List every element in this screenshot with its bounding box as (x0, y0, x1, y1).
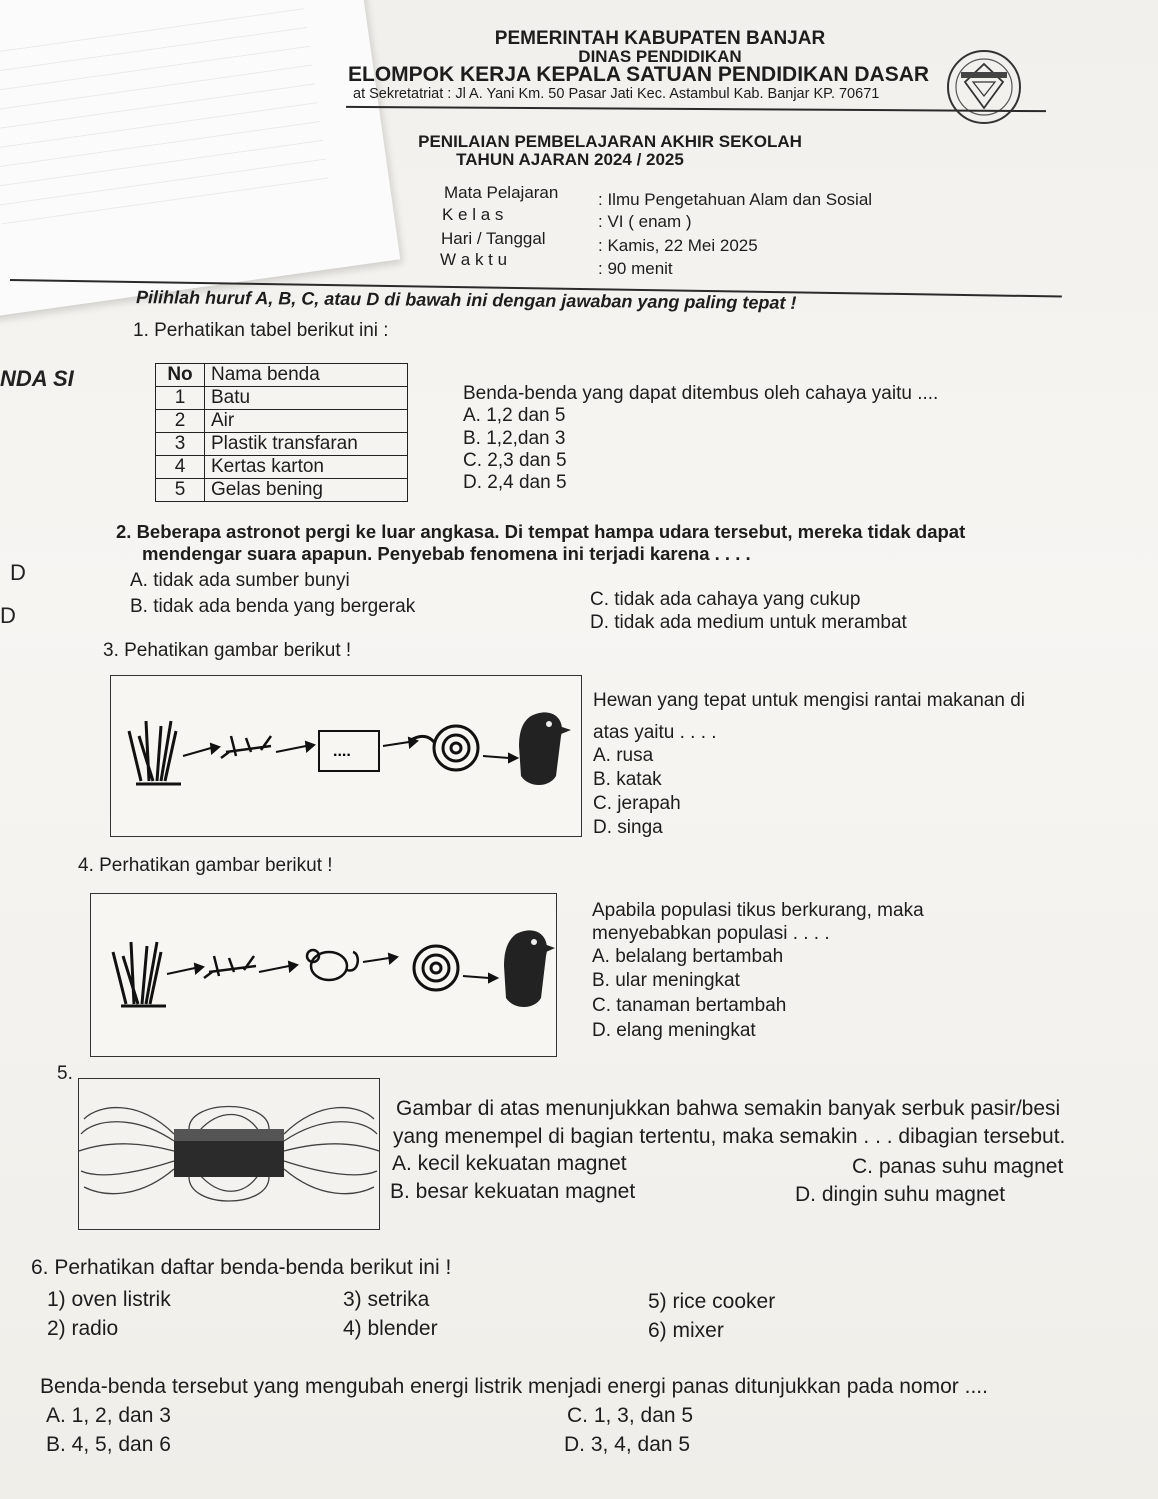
q4-option-a: A. belalang bertambah (592, 946, 784, 967)
q6-option-c: C. 1, 3, dan 5 (567, 1404, 694, 1427)
header-line3: ELOMPOK KERJA KEPALA SATUAN PENDIDIKAN DASAR (348, 63, 930, 86)
q2-option-a: A. tidak ada sumber bunyi (130, 570, 350, 591)
q5-question-line1: Gambar di atas menunjukkan bahwa semakin banyak serbuk pasir/besi (396, 1097, 1061, 1120)
info-label-class: K e l a s (442, 205, 504, 224)
q1-question: Benda-benda yang dapat ditembus oleh cahaya yaitu .... (463, 383, 939, 404)
table-cell: Plastik transfaran (205, 433, 408, 456)
margin-fragment-2: D (10, 560, 26, 585)
arrow-icon (259, 962, 297, 972)
q6-item-4: 4) blender (343, 1317, 438, 1340)
q4-question-line1: Apabila populasi tikus berkurang, maka (592, 900, 924, 921)
table-header-name: Nama benda (205, 364, 408, 387)
q2-stem-line1: 2. Beberapa astronot pergi ke luar angkasa. Di tempat hampa udara tersebut, mereka tidak dapat (116, 521, 966, 542)
margin-fragment-3: D (0, 603, 16, 628)
school-emblem-icon (945, 48, 1023, 126)
q5-option-a: A. kecil kekuatan magnet (392, 1152, 627, 1175)
q2-stem-line2: mendengar suara apapun. Penyebab fenomena ini terjadi karena . . . . (142, 543, 751, 564)
q5-number: 5. (57, 1063, 73, 1084)
q6-item-2: 2) radio (47, 1317, 119, 1340)
header-line1: PEMERINTAH KABUPATEN BANJAR (494, 28, 826, 49)
q2-option-d: D. tidak ada medium untuk merambat (590, 612, 907, 633)
table-row (156, 410, 408, 433)
q3-option-c: C. jerapah (593, 793, 681, 814)
q6-option-d: D. 3, 4, dan 5 (564, 1433, 691, 1456)
q4-option-b: B. ular meningkat (592, 970, 740, 991)
table-cell: Kertas karton (205, 456, 408, 479)
arrow-icon (463, 974, 497, 982)
info-label-time: W a k t u (440, 250, 508, 269)
q1-option-b: B. 1,2,dan 3 (463, 428, 566, 449)
q3-stem: 3. Pehatikan gambar berikut ! (103, 640, 352, 661)
grasshopper-icon (221, 736, 271, 758)
info-value-date: : Kamis, 22 Mei 2025 (598, 236, 758, 255)
q2-option-b: B. tidak ada benda yang bergerak (130, 596, 416, 617)
q4-question-line2: menyebabkan populasi . . . . (592, 923, 830, 944)
q6-item-1: 1) oven listrik (47, 1288, 171, 1311)
q5-option-b: B. besar kekuatan magnet (390, 1180, 636, 1203)
arrow-icon (167, 964, 203, 974)
q1-option-d: D. 2,4 dan 5 (463, 472, 567, 493)
q3-question-line2: atas yaitu . . . . (593, 722, 717, 743)
exam-title: PENILAIAN PEMBELAJARAN AKHIR SEKOLAH (418, 132, 802, 151)
table-header-no: No (156, 364, 205, 387)
arrow-icon (276, 742, 314, 752)
q3-option-d: D. singa (593, 817, 663, 838)
info-value-subject: : Ilmu Pengetahuan Alam dan Sosial (598, 190, 873, 209)
q3-food-chain-figure (110, 675, 582, 837)
q5-option-c: C. panas suhu magnet (852, 1155, 1064, 1178)
info-value-class: : VI ( enam ) (598, 212, 692, 231)
q4-stem: 4. Perhatikan gambar berikut ! (78, 855, 333, 876)
snake-icon (411, 726, 478, 770)
table-row (156, 456, 408, 479)
eagle-icon (519, 712, 571, 785)
grasshopper-icon (204, 956, 256, 978)
table-row (156, 387, 408, 410)
grass-icon (113, 942, 166, 1006)
q3-option-a: A. rusa (593, 745, 654, 766)
q4-option-c: C. tanaman bertambah (592, 995, 787, 1016)
q1-option-c: C. 2,3 dan 5 (463, 450, 567, 471)
info-label-date: Hari / Tanggal (441, 229, 546, 248)
grass-icon (129, 721, 181, 784)
q5-option-d: D. dingin suhu magnet (795, 1183, 1006, 1206)
bar-magnet-icon (174, 1129, 284, 1177)
instruction: Pilihlah huruf A, B, C, atau D di bawah ini dengan jawaban yang paling tepat ! (135, 287, 797, 313)
table-cell: 3 (156, 433, 205, 456)
q1-option-a: A. 1,2 dan 5 (463, 405, 566, 426)
table-cell: Batu (205, 387, 408, 410)
table-cell: Gelas bening (205, 479, 408, 502)
q4-food-chain-figure (90, 893, 557, 1057)
info-label-subject: Mata Pelajaran (444, 183, 559, 202)
info-value-time: : 90 menit (598, 259, 673, 278)
table-header-row (156, 364, 408, 387)
blank-box-dots: .... (333, 743, 351, 760)
header-address: at Sekretatriat : Jl A. Yani Km. 50 Pasar Jati Kec. Astambul Kab. Banjar KP. 70671 (353, 86, 880, 102)
table-cell: 4 (156, 456, 205, 479)
q4-option-d: D. elang meningkat (592, 1020, 756, 1041)
margin-fragment-1: NDA SI (0, 366, 74, 391)
q6-option-b: B. 4, 5, dan 6 (46, 1433, 171, 1456)
q3-option-b: B. katak (593, 769, 662, 790)
q5-question-line2: yang menempel di bagian tertentu, maka semakin . . . dibagian tersebut. (393, 1125, 1066, 1148)
snake-icon (414, 946, 458, 990)
table-row (156, 479, 408, 502)
q6-item-3: 3) setrika (343, 1288, 430, 1311)
q6-option-a: A. 1, 2, dan 3 (46, 1404, 171, 1427)
arrow-icon (363, 954, 397, 963)
table-row (156, 433, 408, 456)
table-cell: 2 (156, 410, 205, 433)
eagle-icon (504, 930, 555, 1007)
q6-stem: 6. Perhatikan daftar benda-benda berikut ini ! (31, 1256, 452, 1279)
q1-stem: 1. Perhatikan tabel berikut ini : (133, 320, 389, 341)
arrow-icon (183, 744, 219, 756)
header-line2: DINAS PENDIDIKAN (578, 47, 742, 66)
table-cell: 1 (156, 387, 205, 410)
q5-magnet-figure (78, 1078, 380, 1230)
q3-question-line1: Hewan yang tepat untuk mengisi rantai makanan di (593, 690, 1025, 711)
q6-item-6: 6) mixer (648, 1319, 724, 1342)
q1-table (155, 363, 408, 502)
q6-question: Benda-benda tersebut yang mengubah energi listrik menjadi energi panas ditunjukkan pada nomor .... (40, 1375, 988, 1398)
arrow-icon (483, 754, 517, 762)
q6-item-5: 5) rice cooker (648, 1290, 776, 1313)
q2-option-c: C. tidak ada cahaya yang cukup (590, 589, 861, 610)
table-cell: 5 (156, 479, 205, 502)
table-cell: Air (205, 410, 408, 433)
exam-year: TAHUN AJARAN 2024 / 2025 (456, 150, 684, 169)
mouse-icon (307, 950, 358, 980)
